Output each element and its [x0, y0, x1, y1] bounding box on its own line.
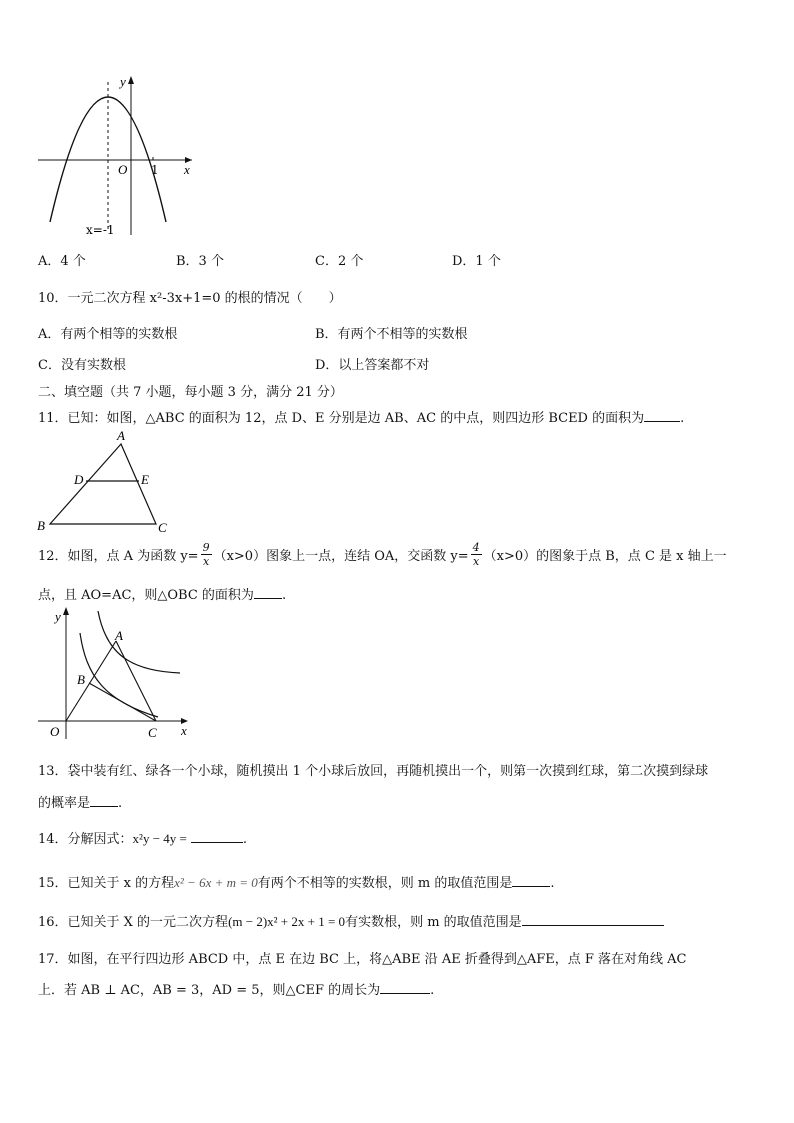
label-y: y: [120, 74, 126, 89]
section-fill-in-heading: 二、填空题（共 7 小题，每小题 3 分，满分 21 分）: [38, 385, 343, 400]
q14-answer-blank[interactable]: [191, 830, 243, 843]
q12-answer-blank[interactable]: [254, 586, 282, 599]
q10-option-d: D．以上答案都不对: [315, 358, 430, 373]
q17-line2-text: 上．若 AB ⊥ AC，AB = 3，AD = 5，则△CEF 的周长为: [38, 983, 381, 998]
q12-line1: [38, 536, 727, 572]
q14-expression: x²y − 4y =: [132, 831, 187, 846]
q11-stem: 11．已知：如图，△ABC 的面积为 12，点 D、E 分别是边 AB、AC 的中点，则四边形 BCED 的面积为: [38, 411, 645, 426]
frac2-den: x: [473, 554, 480, 568]
q15-end: .: [550, 876, 555, 891]
frac1-den: x: [202, 554, 210, 568]
q14-text: 14．分解因式：: [38, 832, 133, 847]
label-x: x: [184, 162, 190, 177]
label-b: B: [37, 518, 45, 533]
q11-text: [38, 407, 684, 426]
q10-option-c: C．没有实数根: [38, 358, 126, 373]
q9-option-c: C．2 个: [315, 254, 364, 269]
label-a: A: [115, 628, 123, 643]
q13-line1: 13．袋中装有红、绿各一个小球，随机摸出 1 个小球后放回，再随机摸出一个，则第一次摸到红球，第二次摸到绿球: [38, 764, 709, 779]
q12-line2: [38, 584, 286, 603]
label-o: O: [50, 724, 60, 739]
label-one: 1: [151, 163, 159, 177]
triangle-figure: [34, 428, 174, 534]
q10-stem: 10．一元二次方程 x²-3x+1=0 的根的情况（ ）: [38, 291, 342, 306]
q9-option-d: D．1 个: [452, 254, 501, 269]
q12-end: .: [281, 588, 287, 603]
segment-oa: [66, 641, 116, 721]
q17-answer-blank[interactable]: [380, 981, 430, 994]
q11-end: .: [680, 411, 685, 426]
label-origin: O: [118, 162, 128, 177]
q15-expression: x² − 6x + m = 0: [174, 875, 258, 890]
q16-part1: 16．已知关于 X 的一元二次方程: [38, 915, 229, 930]
q15: [38, 872, 555, 891]
q17-end: .: [430, 983, 435, 998]
label-c: C: [148, 725, 157, 740]
frac1-num: 9: [202, 540, 210, 554]
q10-option-b: B．有两个不相等的实数根: [315, 327, 468, 342]
label-a: A: [117, 428, 125, 443]
label-c: C: [158, 520, 167, 534]
label-e: E: [141, 472, 149, 487]
label-axis-eq: x=-1: [86, 223, 115, 237]
q15-part2: 有两个不相等的实数根，则 m 的取值范围是: [257, 876, 513, 891]
q16-answer-blank[interactable]: [522, 913, 664, 926]
q9-option-a: A．4 个: [38, 254, 86, 269]
q13-line2: [38, 792, 122, 811]
q12-part1: 12．如图，点 A 为函数 y=: [38, 548, 199, 564]
q12-part2: （x>0）图象上一点，连结 OA，交函数 y=: [213, 548, 469, 564]
q12-line2-text: 点，且 AO=AC，则△OBC 的面积为: [38, 588, 254, 603]
q10-option-a: A．有两个相等的实数根: [38, 327, 178, 342]
q15-part1: 15．已知关于 x 的方程: [38, 876, 175, 891]
y-axis-arrow: [128, 76, 134, 84]
q13-end: .: [118, 796, 123, 811]
hyperbola-outer: [98, 611, 180, 673]
label-x: x: [181, 723, 187, 738]
parabola-figure: [34, 72, 199, 240]
q16: [38, 911, 664, 930]
q13-line2-text: 的概率是: [38, 796, 91, 811]
y-axis-arrow: [63, 607, 69, 615]
q15-answer-blank[interactable]: [512, 874, 550, 887]
q12-part3: （x>0）的图象于点 B，点 C 是 x 轴上一: [483, 548, 727, 564]
q16-expression: (m − 2)x² + 2x + 1 = 0: [228, 914, 346, 929]
hyperbola-figure: [34, 603, 194, 743]
q12-fraction-4-over-x: [471, 541, 482, 568]
q17-line2: [38, 979, 434, 998]
label-d: D: [74, 472, 84, 487]
label-y: y: [55, 609, 61, 624]
hyperbola-inner: [80, 633, 158, 717]
q11-answer-blank[interactable]: [644, 409, 680, 422]
q14-end: .: [242, 832, 247, 847]
q17-line1: 17．如图，在平行四边形 ABCD 中，点 E 在边 BC 上，将△ABE 沿 AE 折叠得到△AFE，点 F 落在对角线 AC: [38, 952, 687, 967]
q14: [38, 828, 247, 847]
q9-option-b: B．3 个: [176, 254, 224, 269]
q12-fraction-9-over-x: [201, 541, 212, 568]
label-b: B: [77, 672, 85, 687]
q16-part2: 有实数根，则 m 的取值范围是: [345, 915, 522, 930]
q13-answer-blank[interactable]: [90, 794, 118, 807]
frac2-num: 4: [472, 540, 480, 554]
